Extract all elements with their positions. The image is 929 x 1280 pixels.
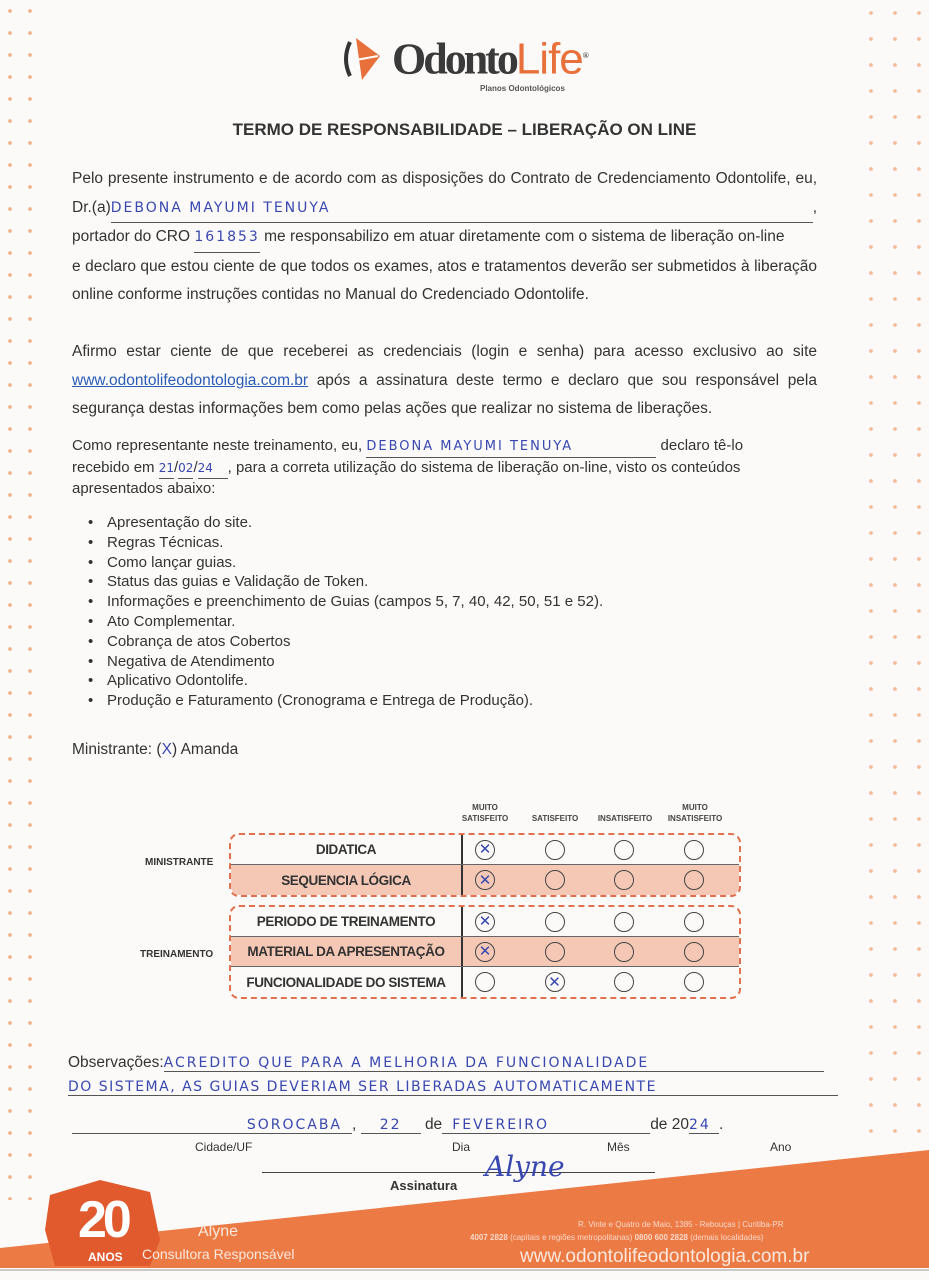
month-field[interactable]: FEVEREIRO [442,1117,650,1134]
topic-item: • Status das guias e Validação de Token. [88,572,603,592]
text-line: segurança destas informações bem como pelas ações que realizar no sistema de liberações. [72,400,713,417]
month-label: Mês [607,1140,630,1154]
footer-address: R. Vinte e Quatro de Maio, 1385 - Rebouças | Curitiba-PR [578,1220,784,1229]
text-line: online conforme instruções contidas no Manual do Credenciado Odontolife. [72,286,589,303]
topic-item: • Como lançar guias. [88,553,603,573]
website-link[interactable]: www.odontolifeodontologia.com.br [72,371,309,389]
observations-line-1[interactable]: ACREDITO QUE PARA A MELHORIA DA FUNCIONALIDADE [164,1055,824,1072]
received-month-field[interactable]: 02 [178,459,193,480]
topic-item: • Cobrança de atos Cobertos [88,632,603,652]
radio-option-selected[interactable]: ✕ [475,840,495,860]
phone-1-note: (capitais e regiões metropolitanas) [510,1233,633,1242]
dr-label: Dr.(a) [72,198,111,216]
column-header: MUITO SATISFEITO [461,803,509,823]
observations-line-2[interactable]: DO SISTEMA, AS GUIAS DEVERIAM SER LIBERADAS AUTOMATICAMENTE [68,1079,838,1096]
logo-text-dark: Odonto [392,34,516,84]
text-line: apresentados abaixo: [72,480,216,497]
phone-2-note: (demais localidades) [690,1233,764,1242]
radio-option-selected[interactable]: ✕ [475,912,495,932]
text-line: Afirmo estar ciente de que receberei as credenciais (login e senha) para acesso exclusivo ao site [72,343,817,360]
city-field[interactable]: SOROCABA [72,1117,352,1134]
anniversary-number: 20 [78,1191,128,1249]
text-line: e declaro que estou ciente de que todos os exames, atos e tratamentos deverão ser submetidos à liberação [72,257,817,275]
survey-row-label: MATERIAL DA APRESENTAÇÃO [231,937,463,966]
signature-line [262,1172,655,1173]
phone-2: 0800 600 2828 [634,1233,688,1242]
survey-group-label: MINISTRANTE [145,857,214,868]
survey-row-label: SEQUENCIA LÓGICA [231,865,463,895]
topic-item: • Informações e preenchimento de Guias (campos 5, 7, 40, 42, 50, 51 e 52). [88,592,603,612]
received-day-field[interactable]: 21 [159,459,174,480]
column-header: INSATISFEITO [597,814,653,823]
footer-phones [470,1233,764,1243]
phone-1: 4007 2828 [470,1233,508,1242]
text-de: de [424,1116,443,1133]
text-line: declaro tê-lo [660,437,744,454]
topic-item: • Regras Técnicas. [88,533,603,553]
topic-item: • Negativa de Atendimento [88,652,603,672]
text-line: recebido em [72,458,155,476]
observations-label: Observações: [68,1054,164,1071]
registered-mark: ® [582,51,586,60]
survey-group-label: TREINAMENTO [140,949,214,960]
anniversary-label: ANOS [88,1250,123,1264]
text-de-20: de 20 [650,1116,689,1133]
signature-label: Assinatura [390,1178,458,1193]
radio-option-selected[interactable]: ✕ [475,870,495,890]
city-label: Cidade/UF [195,1140,253,1154]
consultant-name: Alyne [198,1223,239,1240]
cro-label: portador do CRO [72,228,191,245]
ministrante-label: Ministrante: ( [72,741,162,758]
year-field[interactable]: 24 [689,1117,719,1134]
paren: ) [171,741,178,758]
day-field[interactable]: 22 [361,1117,421,1134]
topic-item: • Produção e Faturamento (Cronograma e Entrega de Produção). [88,691,603,711]
topic-item: • Apresentação do site. [88,513,603,533]
survey-row-label: PERIODO DE TREINAMENTO [231,907,463,936]
column-header: MUITO INSATISFEITO [667,803,723,823]
topic-item: • Aplicativo Odontolife. [88,671,603,691]
paragraph-training: Como representante neste treinamento, eu, DEBONA MAYUMI TENUYA declaro tê-lo recebido em 21/02/24 , para a correta utilização do sistema de liberação on-line, visto os conteúdos apresentados abaixo: [72,436,817,499]
ministrante-check[interactable]: X [161,741,172,758]
day-label: Dia [452,1140,471,1154]
representative-name-field[interactable]: DEBONA MAYUMI TENUYA [366,437,656,458]
radio-option-selected[interactable]: ✕ [475,942,495,962]
dentist-name-field[interactable]: DEBONA MAYUMI TENUYA [111,194,813,224]
date-line: SOROCABA , 22 de FEVEREIRO de 20 24 . [72,1116,723,1134]
ministrante-name: Amanda [180,741,239,758]
signature: Alyne [485,1150,565,1183]
text-line: me responsabilizo em atuar diretamente com o sistema de liberação on-line [264,228,785,245]
consultant-role: Consultora Responsável [142,1246,295,1262]
radio-option-selected[interactable]: ✕ [545,972,565,992]
footer-website[interactable]: www.odontolifeodontologia.com.br [520,1246,810,1267]
survey-row-label: FUNCIONALIDADE DO SISTEMA [231,967,463,997]
logo-tagline: Planos Odontológicos [480,84,565,93]
cro-field[interactable]: 161853 [194,223,259,253]
paragraph-declaration: Pelo presente instrumento e de acordo com as disposições do Contrato de Credenciamento Odontolife, eu, Dr.(a) DEBONA MAYUMI TENUYA , portador do CRO 161853 me responsabilizo em atuar diretamente com o sistema de liberação on-line e declaro que estou ciente de que todos os exames, atos e tratamentos deverão ser submetidos à liberação online conforme instruções contidas no Manual do Credenciado Odontolife. [72,165,817,310]
logo-text-light: Life [515,34,583,84]
survey-row-label: DIDATICA [231,835,463,864]
year-label: Ano [770,1140,792,1154]
topic-item: • Ato Complementar. [88,612,603,632]
text-line: após a assinatura deste termo e declaro que sou responsável pela [316,371,817,389]
document-title: TERMO DE RESPONSABILIDADE – LIBERAÇÃO ON LINE [232,120,697,139]
text-line: Como representante neste treinamento, eu, [72,437,363,454]
text-line: Pelo presente instrumento e de acordo com as disposições do Contrato de Credenciamento Odontolife, eu, [72,170,817,187]
text-line: , para a correta utilização do sistema de liberação on-line, visto os conteúdos [227,458,741,476]
column-header: SATISFEITO [531,814,579,823]
received-year-field[interactable]: 24 [198,459,228,480]
